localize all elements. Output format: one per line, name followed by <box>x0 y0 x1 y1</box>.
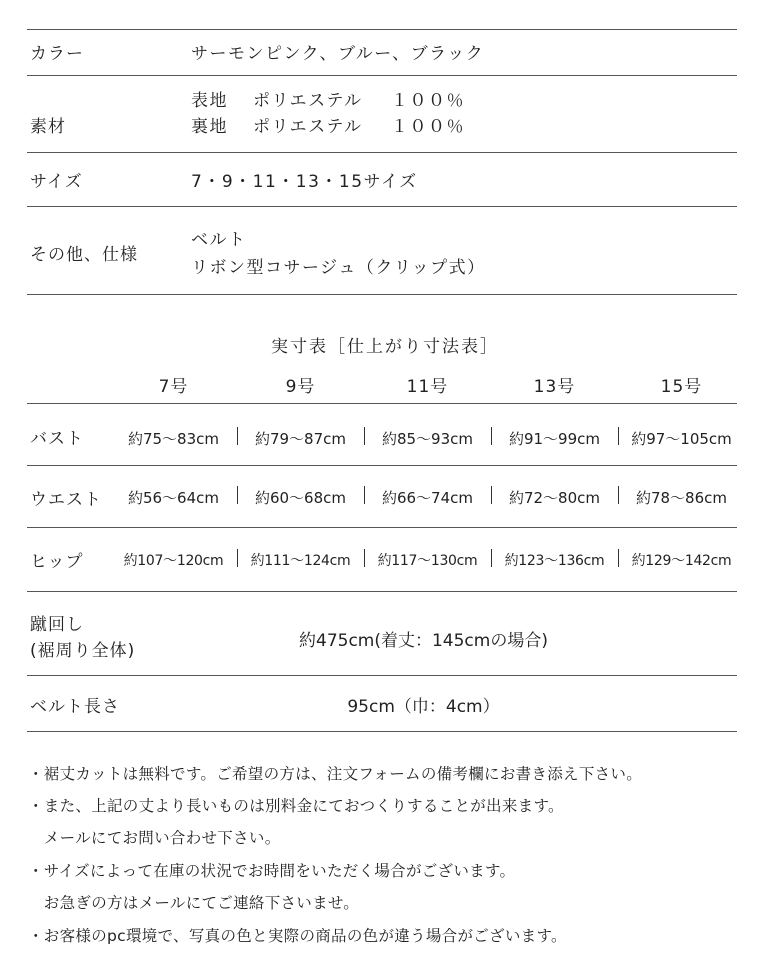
material-part: 裏地 <box>191 117 228 137</box>
size-rule <box>27 527 737 528</box>
waist-13: 約72〜80cm <box>508 489 601 507</box>
column-divider <box>237 549 238 567</box>
column-divider <box>237 486 238 504</box>
size-header-9: 9号 <box>285 377 316 397</box>
hip-15: 約129〜142cm <box>631 553 732 569</box>
size-header-13: 13号 <box>533 377 576 397</box>
size-rule <box>27 465 737 466</box>
size-rule <box>27 403 737 404</box>
spec-rule <box>27 206 737 207</box>
hip-11: 約117〜130cm <box>377 553 478 569</box>
spec-size-label: サイズ <box>30 172 83 192</box>
spec-color-value: サーモンピンク、ブルー、ブラック <box>191 44 485 64</box>
size-table-title: 実寸表［仕上がり寸法表］ <box>271 337 499 357</box>
column-divider <box>491 486 492 504</box>
other-line: ベルト <box>191 230 247 250</box>
column-divider <box>237 427 238 445</box>
size-header-15: 15号 <box>660 377 703 397</box>
note-line: ・裾丈カットは無料です。ご希望の方は、注文フォームの備考欄にお書き添え下さい。 <box>28 765 643 783</box>
material-line <box>191 88 465 114</box>
bust-9: 約79〜87cm <box>254 430 347 448</box>
bust-13: 約91〜99cm <box>508 430 601 448</box>
row-label-belt: ベルト長さ <box>30 697 120 717</box>
spec-other-values <box>191 226 486 282</box>
waist-11: 約66〜74cm <box>381 489 474 507</box>
column-divider <box>491 549 492 567</box>
waist-7: 約56〜64cm <box>127 489 220 507</box>
hip-7: 約107〜120cm <box>123 553 224 569</box>
material-part: 表地 <box>191 91 228 111</box>
material-name: ポリエステル <box>253 91 363 111</box>
note-line: ・また、上記の丈より長いものは別料金にておつくりすることが出来ます。 <box>28 797 564 815</box>
spec-color-label: カラー <box>30 44 84 64</box>
column-divider <box>491 427 492 445</box>
spec-rule <box>27 152 737 153</box>
size-header-11: 11号 <box>406 377 449 397</box>
column-divider <box>618 549 619 567</box>
note-line: メールにてお問い合わせ下さい。 <box>28 829 281 847</box>
spec-size-value: 7・9・11・13・15サイズ <box>191 172 418 192</box>
size-header-7: 7号 <box>158 377 189 397</box>
column-divider <box>364 549 365 567</box>
spec-rule-top <box>27 29 737 30</box>
bust-7: 約75〜83cm <box>127 430 220 448</box>
note-line: ・お客様のpc環境で、写真の色と実際の商品の色が違う場合がございます。 <box>28 927 567 945</box>
waist-9: 約60〜68cm <box>254 489 347 507</box>
spec-material-values <box>191 88 465 140</box>
note-line: ・サイズによって在庫の状況でお時間をいただく場合がございます。 <box>28 862 516 880</box>
column-divider <box>364 486 365 504</box>
spec-material-label: 素材 <box>30 117 66 137</box>
bust-15: 約97〜105cm <box>631 430 732 448</box>
material-line <box>191 114 465 140</box>
column-divider <box>618 427 619 445</box>
belt-value: 95cm（巾：4cm） <box>347 697 500 717</box>
row-label-hip: ヒップ <box>30 552 84 572</box>
spec-rule-bottom <box>27 294 737 295</box>
hip-9: 約111〜124cm <box>250 553 351 569</box>
column-divider <box>364 427 365 445</box>
bust-11: 約85〜93cm <box>381 430 474 448</box>
row-label-waist: ウエスト <box>30 490 102 510</box>
note-line: お急ぎの方はメールにてご連絡下さいませ。 <box>28 894 360 912</box>
hem-label-line: (裾周り全体) <box>30 641 136 661</box>
material-percent: １００％ <box>391 117 465 137</box>
hem-value: 約475cm(着丈：145cmの場合) <box>299 631 548 651</box>
size-rule-bottom <box>27 731 737 732</box>
hip-13: 約123〜136cm <box>504 553 605 569</box>
other-line: リボン型コサージュ（クリップ式） <box>191 258 486 278</box>
material-percent: １００％ <box>391 91 465 111</box>
size-rule <box>27 591 737 592</box>
column-divider <box>618 486 619 504</box>
waist-15: 約78〜86cm <box>635 489 728 507</box>
size-rule <box>27 675 737 676</box>
spec-other-label: その他、仕様 <box>30 245 138 265</box>
row-label-bust: バスト <box>30 429 84 449</box>
material-name: ポリエステル <box>253 117 363 137</box>
spec-rule <box>27 75 737 76</box>
hem-label-line: 蹴回し <box>30 615 84 635</box>
